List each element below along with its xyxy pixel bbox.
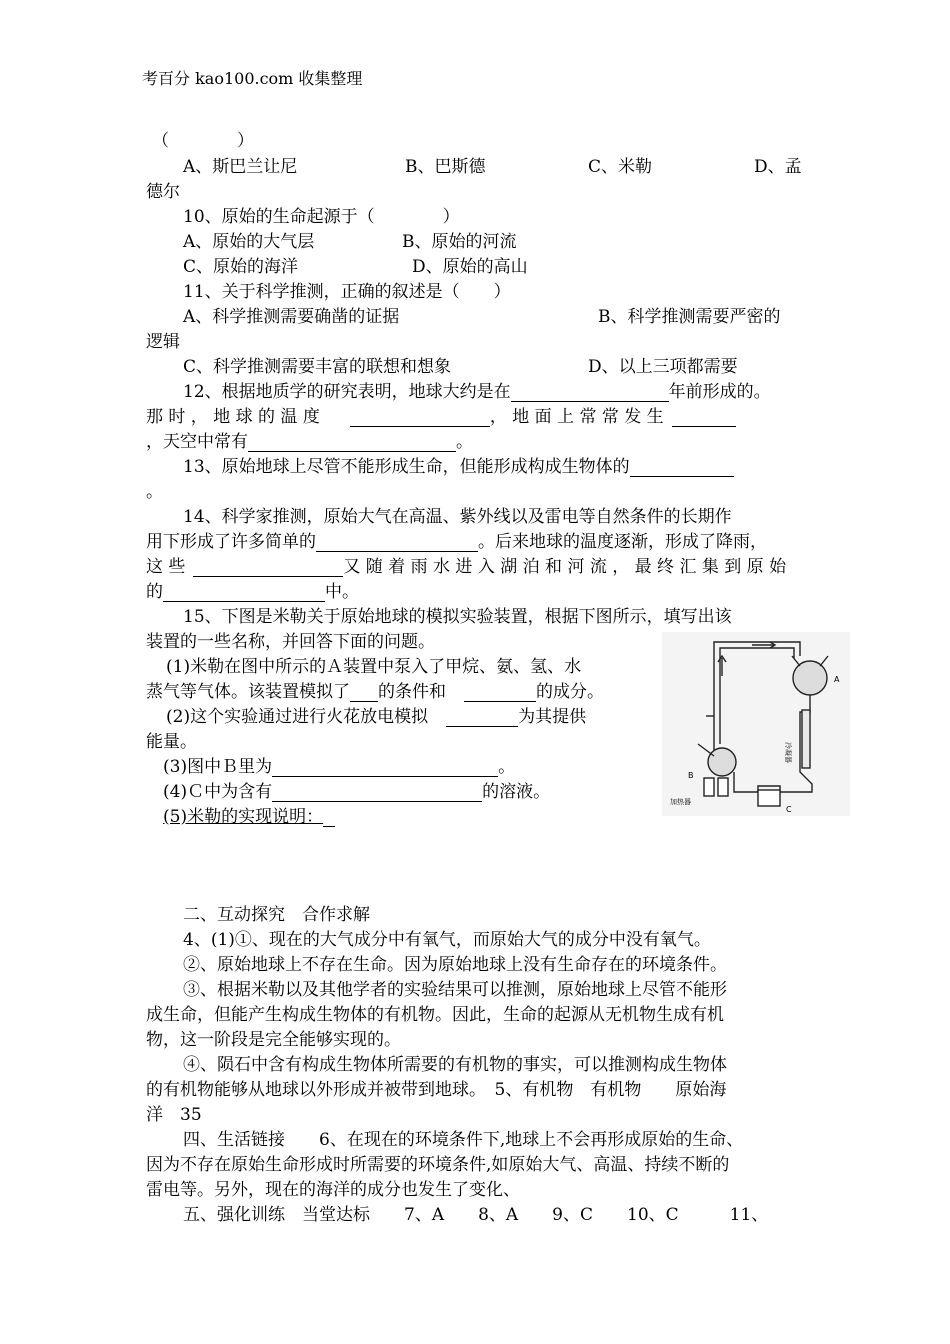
label-heater: 加热器 bbox=[670, 798, 691, 806]
q12-line-2: 那 时 ， 地 球 的 温 度 ， 地 面 上 常 常 发 生 bbox=[146, 402, 736, 427]
q13-line-2: 。 bbox=[146, 482, 163, 502]
answer-blank[interactable] bbox=[446, 707, 518, 727]
label-b: B bbox=[688, 771, 694, 780]
q15-sub2-line-2: 能量。 bbox=[146, 732, 197, 752]
answer-4-1: 4、(1)①、现在的大气成分中有氧气，而原始大气的成分中没有氧气。 bbox=[183, 930, 711, 950]
q14-line-4: 的 中。 bbox=[146, 582, 359, 602]
q11-option-b: B、科学推测需要严密的 bbox=[598, 307, 781, 327]
q14-line-2: 用下形成了许多简单的 。后来地球的温度逐渐，形成了降雨， bbox=[146, 532, 767, 552]
answer-4-4-line-3: 洋 35 bbox=[146, 1105, 202, 1125]
answer-blank[interactable] bbox=[323, 807, 335, 827]
q10-option-b: B、原始的河流 bbox=[402, 232, 517, 252]
q9-option-d: D、孟 bbox=[754, 157, 802, 177]
q15-line-1: 15、下图是米勒关于原始地球的模拟实验装置，根据下图所示，填写出该 bbox=[183, 607, 732, 627]
q15-sub1-line-1: (1)米勒在图中所示的Ａ装置中泵入了甲烷、氨、氢、水 bbox=[166, 657, 582, 677]
q15-line-2: 装置的一些名称，并回答下面的问题。 bbox=[146, 632, 435, 652]
answer-blank[interactable] bbox=[272, 757, 498, 777]
q14-line-1: 14、科学家推测，原始大气在高温、紫外线以及雷电等自然条件的长期作 bbox=[183, 507, 732, 527]
q10-option-d: D、原始的高山 bbox=[412, 257, 528, 277]
section-4-line-1: 四、生活链接 6、在现在的环境条件下,地球上不会再形成原始的生命、 bbox=[183, 1130, 744, 1150]
answer-blank[interactable] bbox=[672, 407, 736, 427]
answer-4-3-line-2: 成生命，但能产生构成生物体的有机物。因此，生命的起源从无机物生成有机 bbox=[146, 1005, 724, 1025]
answer-blank[interactable] bbox=[272, 782, 482, 802]
answer-4-4-line-1: ④、陨石中含有构成生物体所需要的有机物的事实，可以推测构成生物体 bbox=[183, 1055, 727, 1075]
q11-option-c: C、科学推测需要丰富的联想和想象 bbox=[183, 357, 452, 377]
q11-option-b-cont: 逻辑 bbox=[146, 332, 180, 352]
label-cooler: 冷凝器 bbox=[784, 742, 792, 763]
q10-stem: 10、原始的生命起源于（ ） bbox=[183, 207, 460, 227]
q15-sub1-line-2: 蒸气等气体。该装置模拟了 的条件和 的成分。 bbox=[146, 682, 604, 702]
q11-option-d: D、以上三项都需要 bbox=[588, 357, 738, 377]
q9-option-b: B、巴斯德 bbox=[405, 157, 486, 177]
section-4-line-3: 雷电等。另外，现在的海洋的成分也发生了变化、 bbox=[146, 1180, 520, 1200]
heater-left bbox=[704, 778, 714, 796]
answer-4-3-line-3: 物，这一阶段是完全能够实现的。 bbox=[146, 1030, 401, 1050]
q15-sub4: (4)Ｃ中为含有 的溶液。 bbox=[163, 782, 551, 802]
q15-sub3: (3)图中Ｂ里为 。 bbox=[163, 757, 516, 777]
answer-blank[interactable] bbox=[316, 532, 478, 552]
section-2-title: 二、互动探究 合作求解 bbox=[183, 905, 370, 925]
collector-c bbox=[758, 790, 780, 806]
page-header: 考百分 kao100.com 收集整理 bbox=[142, 69, 363, 88]
q15-sub5: (5)米勒的实现说明： bbox=[163, 802, 335, 827]
q11-stem: 11、关于科学推测，正确的叙述是（ ） bbox=[183, 282, 511, 302]
answer-blank[interactable] bbox=[193, 557, 343, 577]
q10-option-a: A、原始的大气层 bbox=[183, 232, 315, 252]
answer-blank[interactable] bbox=[630, 457, 734, 477]
q15-sub2-line-1: (2)这个实验通过进行火花放电模拟 为其提供 bbox=[166, 707, 587, 727]
section-4-line-2: 因为不存在原始生命形成时所需要的环境条件,如原始大气、高温、持续不断的 bbox=[146, 1155, 730, 1175]
q9-option-c: C、米勒 bbox=[588, 157, 653, 177]
q12-line-3: ，天空中常有 。 bbox=[146, 432, 473, 452]
q10-option-c: C、原始的海洋 bbox=[183, 257, 299, 277]
flask-b bbox=[708, 748, 736, 776]
answer-blank[interactable] bbox=[350, 407, 490, 427]
q14-line-3: 这 些 又 随 着 雨 水 进 入 湖 泊 和 河 流 ， 最 终 汇 集 到 原 始 bbox=[146, 557, 787, 577]
flask-a bbox=[793, 661, 827, 695]
label-c: C bbox=[786, 805, 792, 814]
q11-option-a: A、科学推测需要确凿的证据 bbox=[183, 307, 400, 327]
answer-blank[interactable] bbox=[511, 382, 669, 402]
answer-blank[interactable] bbox=[163, 582, 325, 602]
condenser bbox=[802, 710, 810, 768]
q12-line-1: 12、根据地质学的研究表明，地球大约是在 年前形成的。 bbox=[183, 382, 771, 402]
answer-blank[interactable] bbox=[248, 432, 456, 452]
q9-paren: （ ） bbox=[152, 131, 254, 151]
section-5-line: 五、强化训练 当堂达标 7、A 8、A 9、C 10、C 11、 bbox=[183, 1205, 769, 1225]
q13-line-1: 13、原始地球上尽管不能形成生命，但能形成构成生物体的 bbox=[183, 452, 734, 477]
answer-blank[interactable] bbox=[350, 682, 378, 702]
answer-4-4-line-2: 的有机物能够从地球以外形成并被带到地球。 5、有机物 有机物 原始海 bbox=[146, 1080, 727, 1100]
heater-right bbox=[718, 778, 728, 796]
answer-blank[interactable] bbox=[464, 682, 536, 702]
miller-apparatus-figure bbox=[662, 632, 850, 816]
figure-background bbox=[662, 632, 850, 816]
answer-4-2: ②、原始地球上不存在生命。因为原始地球上没有生命存在的环境条件。 bbox=[183, 955, 727, 975]
q9-option-a: A、斯巴兰让尼 bbox=[183, 157, 298, 177]
q9-option-d-cont: 德尔 bbox=[146, 182, 180, 202]
answer-4-3-line-1: ③、根据米勒以及其他学者的实验结果可以推测，原始地球上尽管不能形 bbox=[183, 980, 727, 1000]
label-a: A bbox=[834, 675, 840, 684]
